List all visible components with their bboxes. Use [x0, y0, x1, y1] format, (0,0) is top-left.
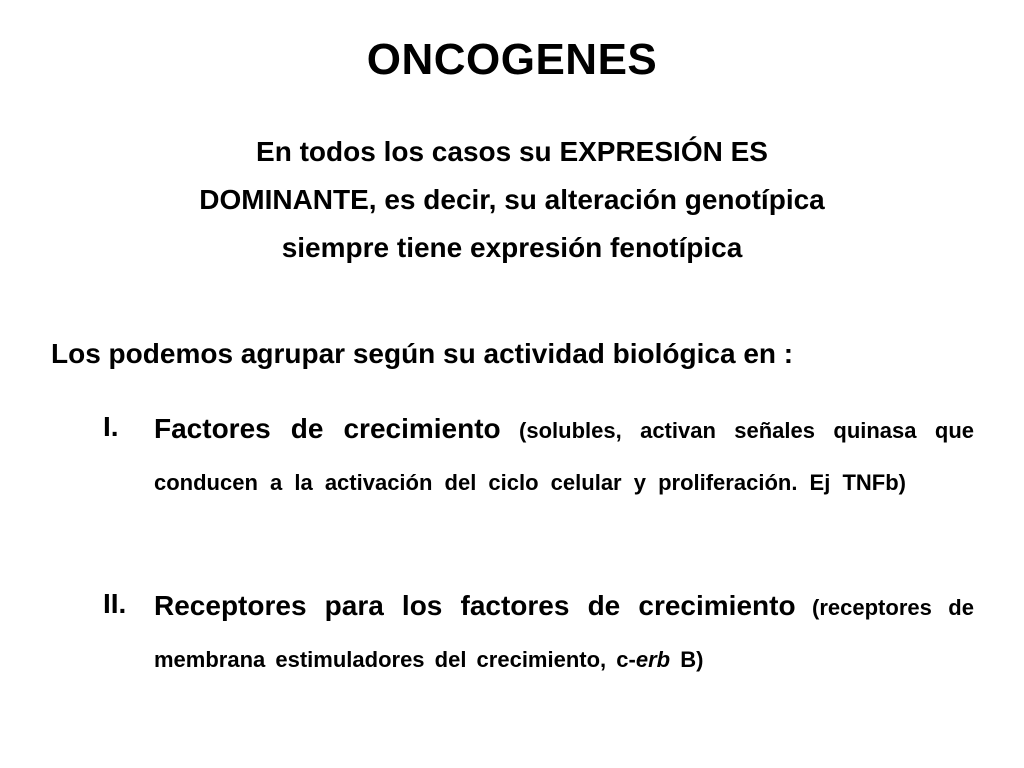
slide-title: ONCOGENES: [366, 35, 658, 84]
intro-line: En todos los casos su EXPRESIÓN ES: [256, 136, 768, 167]
list-item-heading: Receptores para los factores de crecimiento: [154, 590, 796, 621]
list-item-text: [154, 403, 974, 509]
list-item-detail: (receptores de membrana estimuladores del crecimiento, c-: [154, 595, 974, 672]
list-item-detail: (solubles, activan señales quinasa que conducen a la activación del ciclo celular y proliferación. Ej TNFb): [154, 418, 974, 495]
list-numeral: II.: [103, 588, 127, 619]
list-item-detail-end: B): [670, 647, 704, 672]
intro-line: siempre tiene expresión fenotípica: [281, 232, 743, 263]
list-item-detail-italic: erb: [635, 647, 671, 672]
intro-statement: [100, 128, 924, 272]
lead-sentence: Los podemos agrupar según su actividad biológica en :: [51, 338, 794, 369]
list-item-text: [154, 580, 974, 686]
list-item-heading: Factores de crecimiento: [154, 413, 501, 444]
list-numeral: I.: [103, 411, 119, 442]
intro-line: DOMINANTE, es decir, su alteración genotípica: [199, 184, 825, 215]
